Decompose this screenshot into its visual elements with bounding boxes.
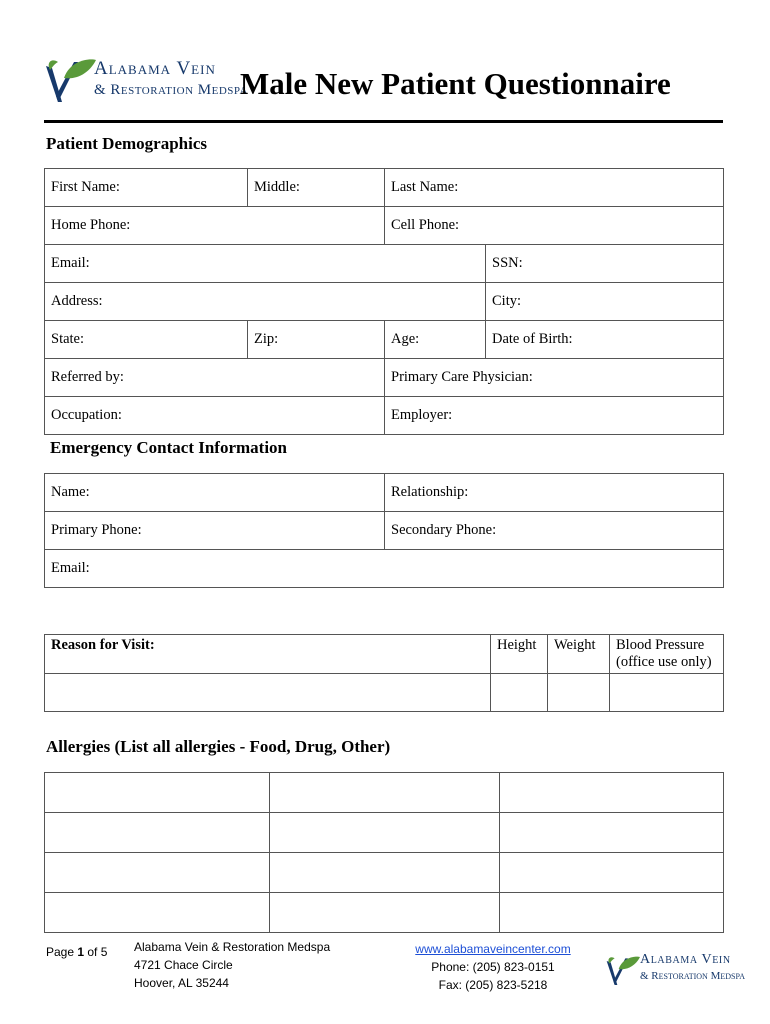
email-field[interactable]: Email: xyxy=(45,245,486,283)
vein-leaf-icon xyxy=(604,952,640,990)
footer-contact xyxy=(400,940,586,994)
table-row xyxy=(45,813,724,853)
home-phone-field[interactable]: Home Phone: xyxy=(45,207,385,245)
table-row xyxy=(45,283,724,321)
footer-logo xyxy=(604,950,745,990)
ssn-field[interactable]: SSN: xyxy=(486,245,724,283)
table-row xyxy=(45,773,724,813)
last-name-field[interactable]: Last Name: xyxy=(385,169,724,207)
weight-input[interactable] xyxy=(548,674,610,712)
page-of: of xyxy=(84,945,101,959)
reason-for-visit-label: Reason for Visit: xyxy=(45,635,491,674)
blood-pressure-label xyxy=(610,635,724,674)
allergies-heading: Allergies (List all allergies - Food, Drug, Other) xyxy=(46,737,391,756)
table-row xyxy=(45,321,724,359)
website-link[interactable]: www.alabamaveincenter.com xyxy=(415,942,571,956)
state-field[interactable]: State: xyxy=(45,321,248,359)
blood-pressure-input[interactable] xyxy=(610,674,724,712)
address-field[interactable]: Address: xyxy=(45,283,486,321)
table-row xyxy=(45,893,724,933)
footer-street: 4721 Chace Circle xyxy=(134,958,233,972)
allergy-input[interactable] xyxy=(270,773,500,813)
table-row xyxy=(45,397,724,435)
footer-phone: Phone: (205) 823-0151 xyxy=(431,960,555,974)
footer-city: Hoover, AL 35244 xyxy=(134,976,229,990)
footer-fax: Fax: (205) 823-5218 xyxy=(438,978,548,992)
footer-logo-line2: & Restoration Medspa xyxy=(640,970,745,982)
age-field[interactable]: Age: xyxy=(385,321,486,359)
logo-text-line2: & Restoration Medspa xyxy=(94,82,248,98)
visit-table xyxy=(44,634,724,712)
allergy-input[interactable] xyxy=(500,813,724,853)
demographics-heading: Patient Demographics xyxy=(46,134,208,153)
table-row xyxy=(45,512,724,550)
city-field[interactable]: City: xyxy=(486,283,724,321)
table-row xyxy=(45,207,724,245)
allergy-input[interactable] xyxy=(45,773,270,813)
allergy-input[interactable] xyxy=(270,893,500,933)
allergy-input[interactable] xyxy=(270,813,500,853)
footer-address xyxy=(134,938,330,992)
emergency-secondary-phone-field[interactable]: Secondary Phone: xyxy=(385,512,724,550)
footer-org-name: Alabama Vein & Restoration Medspa xyxy=(134,940,331,954)
page-total: 5 xyxy=(100,945,108,959)
table-row xyxy=(45,359,724,397)
title-divider xyxy=(44,120,723,123)
page-title: Male New Patient Questionnaire xyxy=(240,66,671,101)
occupation-field[interactable]: Occupation: xyxy=(45,397,385,435)
middle-name-field[interactable]: Middle: xyxy=(248,169,385,207)
table-row xyxy=(45,674,724,712)
weight-label: Weight xyxy=(548,635,610,674)
page-number xyxy=(46,943,107,961)
zip-field[interactable]: Zip: xyxy=(248,321,385,359)
first-name-field[interactable]: First Name: xyxy=(45,169,248,207)
height-label: Height xyxy=(491,635,548,674)
allergy-input[interactable] xyxy=(500,893,724,933)
emergency-name-field[interactable]: Name: xyxy=(45,474,385,512)
table-row xyxy=(45,474,724,512)
primary-care-physician-field[interactable]: Primary Care Physician: xyxy=(385,359,724,397)
emergency-contact-heading: Emergency Contact Information xyxy=(50,438,288,457)
page-label: Page xyxy=(46,945,78,959)
clinic-logo xyxy=(42,56,248,106)
reason-for-visit-input[interactable] xyxy=(45,674,491,712)
vein-leaf-icon xyxy=(42,56,96,106)
page-current: 1 xyxy=(77,945,85,959)
allergy-input[interactable] xyxy=(270,853,500,893)
allergy-input[interactable] xyxy=(500,773,724,813)
height-input[interactable] xyxy=(491,674,548,712)
blood-pressure-label-line1: Blood Pressure xyxy=(616,637,705,653)
referred-by-field[interactable]: Referred by: xyxy=(45,359,385,397)
allergy-input[interactable] xyxy=(45,893,270,933)
emergency-email-field[interactable]: Email: xyxy=(45,550,724,588)
table-row xyxy=(45,550,724,588)
demographics-table xyxy=(44,168,724,435)
table-row xyxy=(45,853,724,893)
cell-phone-field[interactable]: Cell Phone: xyxy=(385,207,724,245)
blood-pressure-label-line2: (office use only) xyxy=(616,654,712,670)
emergency-contact-table xyxy=(44,473,724,588)
allergies-table xyxy=(44,772,724,933)
dob-field[interactable]: Date of Birth: xyxy=(486,321,724,359)
allergy-input[interactable] xyxy=(500,853,724,893)
emergency-relationship-field[interactable]: Relationship: xyxy=(385,474,724,512)
table-row xyxy=(45,245,724,283)
allergy-input[interactable] xyxy=(45,853,270,893)
table-row xyxy=(45,169,724,207)
emergency-primary-phone-field[interactable]: Primary Phone: xyxy=(45,512,385,550)
employer-field[interactable]: Employer: xyxy=(385,397,724,435)
table-row xyxy=(45,635,724,674)
footer-logo-line1: Alabama Vein xyxy=(640,952,731,967)
logo-text-line1: Alabama Vein xyxy=(94,58,216,79)
allergy-input[interactable] xyxy=(45,813,270,853)
